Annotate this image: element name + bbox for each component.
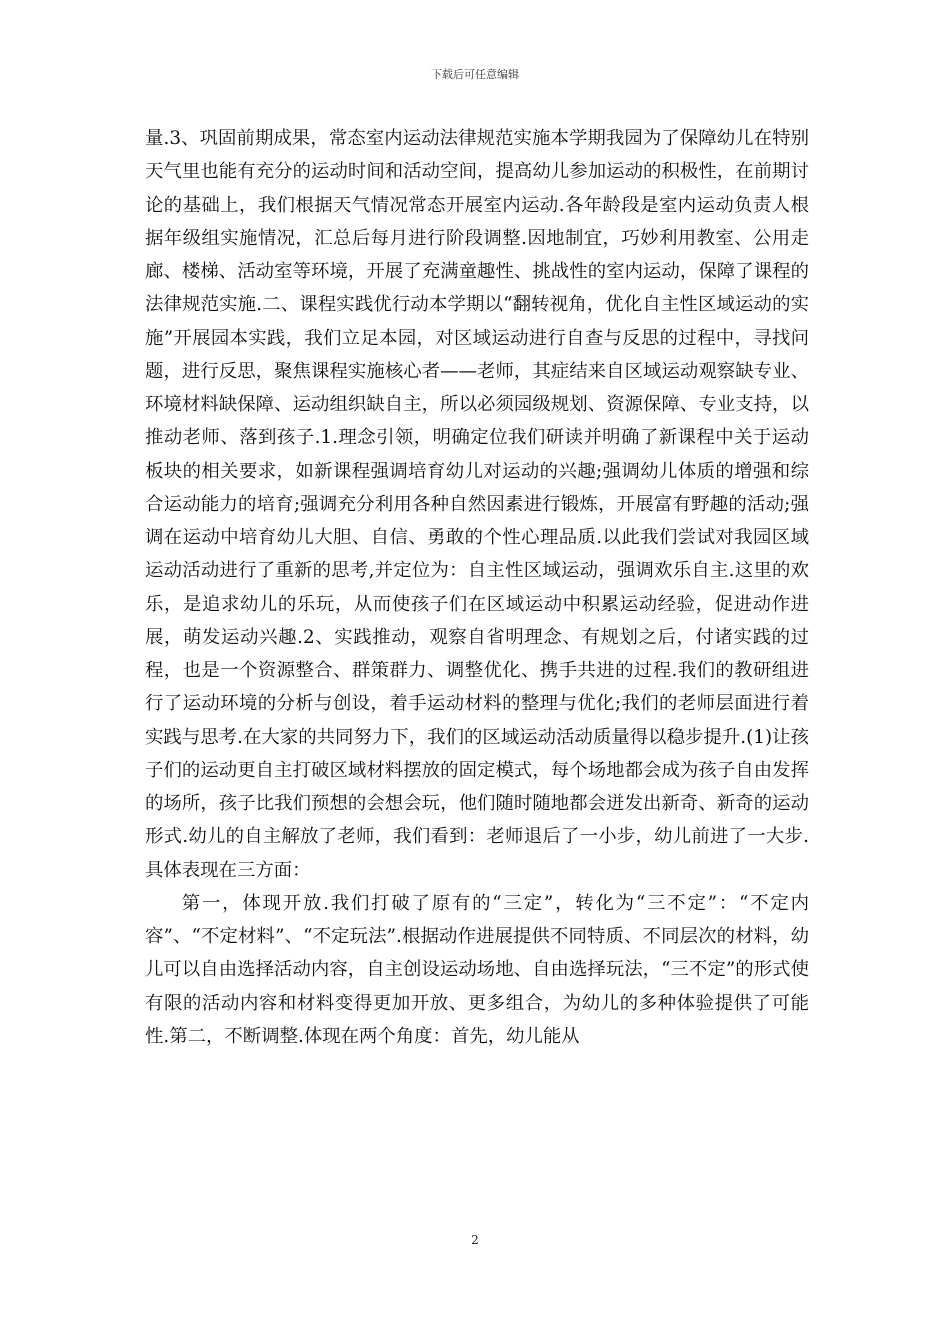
paragraph-2: 第一，体现开放.我们打破了原有的“三定”，转化为“三不定”：“不定内容”、“不定材料”、“不定玩法”.根据动作进展提供不同特质、不同层次的材料，幼儿可以自由选择活动内容，自主创设运动场地、自由选择玩法，“三不定”的形式使有限的活动内容和材料变得更加开放、更多组合，为幼儿的多种体验提供了可能性.第二，不断调整.体现在两个角度：首先，幼儿能从 [145,892,809,1047]
page-header: 下载后可任意编辑 [431,68,519,81]
page-number: 2 [471,1233,479,1247]
document-body [145,122,809,1053]
paragraph-1: 量.3、巩固前期成果，常态室内运动法律规范实施本学期我园为了保障幼儿在特别天气里也能有充分的运动时间和活动空间，提高幼儿参加运动的积极性，在前期讨论的基础上，我们根据天气情况常态开展室内运动.各年龄段是室内运动负责人根据年级组实施情况，汇总后每月进行阶段调整.因地制宜，巧妙利用教室、公用走廊、楼梯、活动室等环境，开展了充满童趣性、挑战性的室内运动，保障了课程的法律规范实施.二、课程实践优行动本学期以“翻转视角，优化自主性区域运动的实施”开展园本实践，我们立足本园，对区域运动进行自查与反思的过程中，寻找问题，进行反思，聚焦课程实施核心者——老师，其症结来自区域运动观察缺专业、环境材料缺保障、运动组织缺自主，所以必须园级规划、资源保障、专业支持，以推动老师、落到孩子.1.理念引领，明确定位我们研读并明确了新课程中关于运动板块的相关要求，如新课程强调培育幼儿对运动的兴趣;强调幼儿体质的增强和综合运动能力的培育;强调充分利用各种自然因素进行锻炼，开展富有野趣的活动;强调在运动中培育幼儿大胆、自信、勇敢的个性心理品质.以此我们尝试对我园区域运动活动进行了重新的思考,并定位为：自主性区域运动，强调欢乐自主.这里的欢乐，是追求幼儿的乐玩，从而使孩子们在区域运动中积累运动经验，促进动作进展，萌发运动兴趣.2、实践推动，观察自省明理念、有规划之后，付诸实践的过程，也是一个资源整合、群策群力、调整优化、携手共进的过程.我们的教研组进行了运动环境的分析与创设，着手运动材料的整理与优化;我们的老师层面进行着实践与思考.在大家的共同努力下，我们的区域运动活动质量得以稳步提升.(1)让孩子们的运动更自主打破区域材料摆放的固定模式，每个场地都会成为孩子自由发挥的场所，孩子比我们预想的会想会玩，他们随时随地都会迸发出新奇、新奇的运动形式.幼儿的自主解放了老师，我们看到：老师退后了一小步，幼儿前进了一大步.具体表现在三方面： [145,128,809,881]
